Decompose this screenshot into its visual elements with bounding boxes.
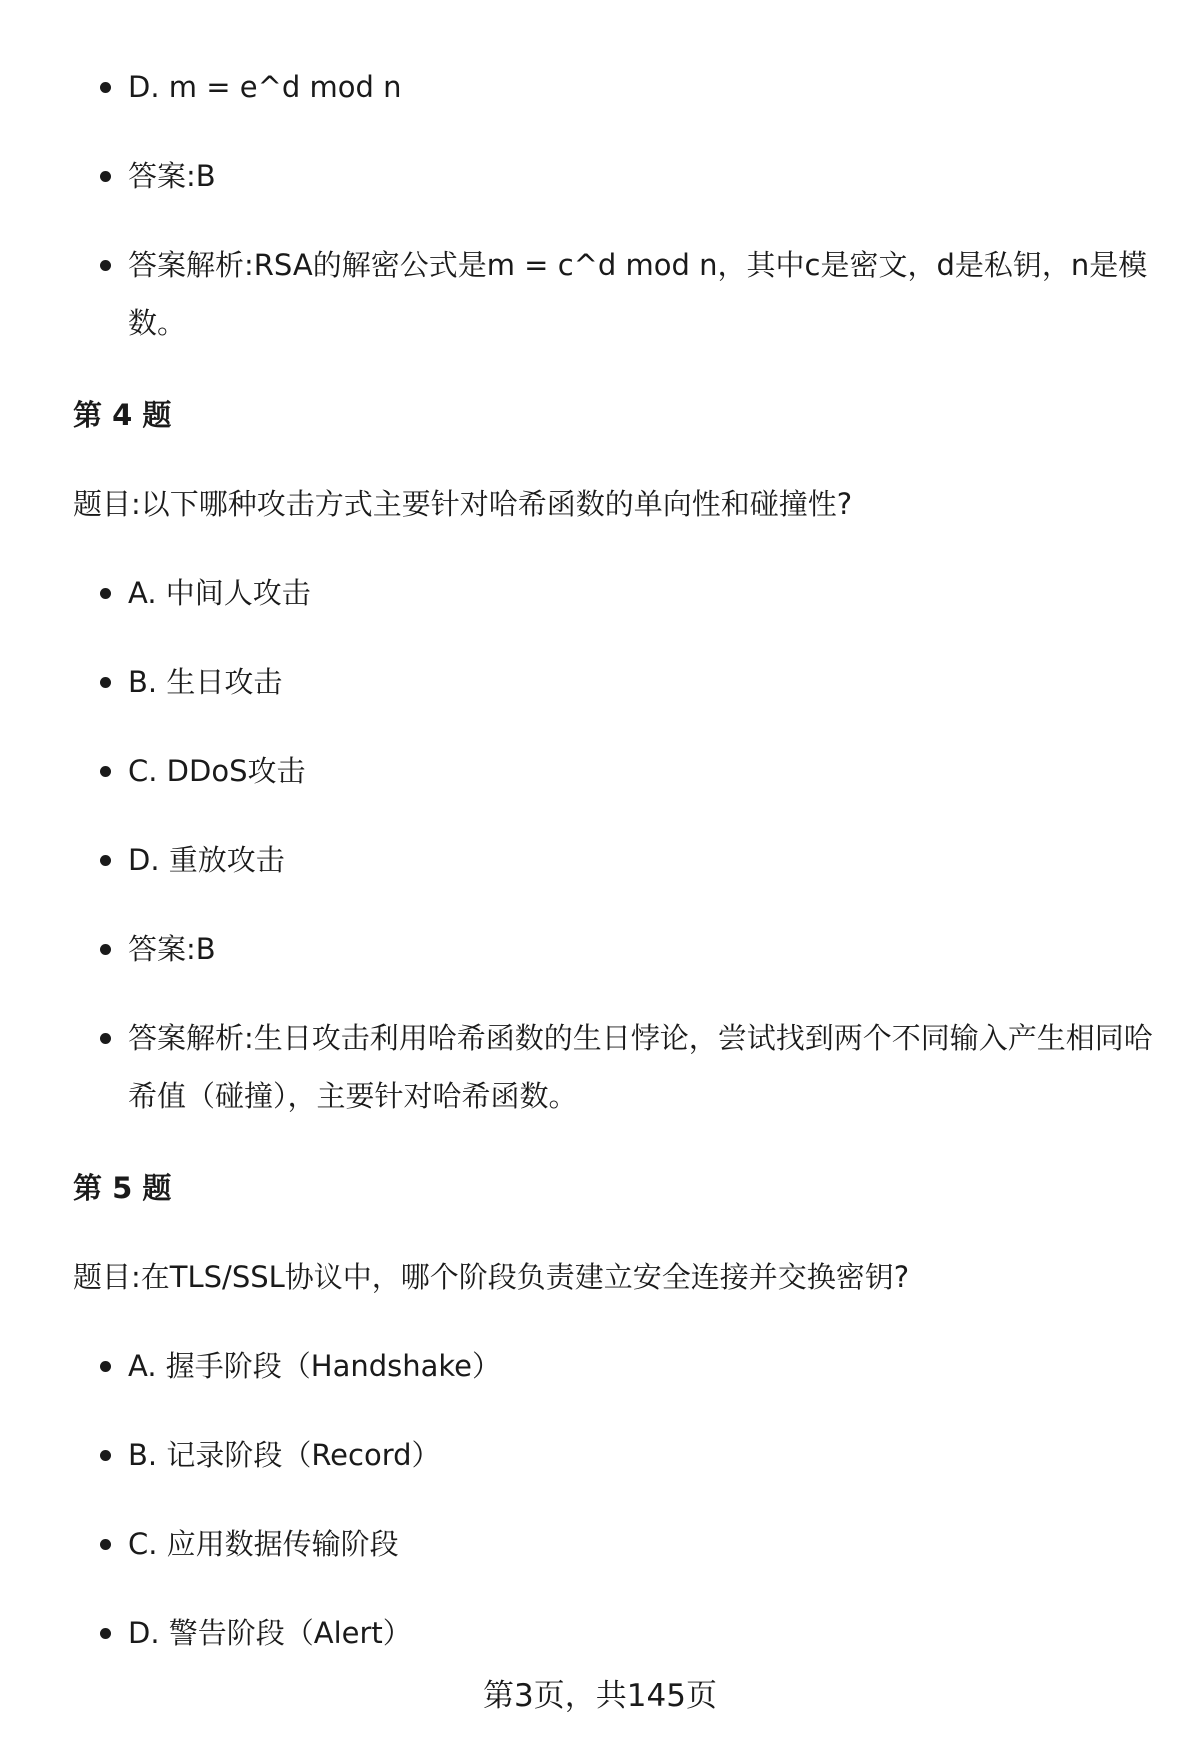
q5-heading: 第 5 题 bbox=[73, 1171, 172, 1205]
q5-option-d: D. 警告阶段（Alert） bbox=[128, 1604, 412, 1662]
q3-option-d: D. m = e^d mod n bbox=[128, 58, 402, 116]
q4-explanation: 答案解析:生日攻击利用哈希函数的生日悖论，尝试找到两个不同输入产生相同哈希值（碰撞），主要针对哈希函数。 bbox=[128, 1009, 1168, 1125]
q3-explanation: 答案解析:RSA的解密公式是m = c^d mod n，其中c是密文，d是私钥，n是模数。 bbox=[128, 236, 1168, 352]
q5-option-b: B. 记录阶段（Record） bbox=[128, 1426, 441, 1484]
q5-option-a: A. 握手阶段（Handshake） bbox=[128, 1337, 501, 1395]
q4-option-d: D. 重放攻击 bbox=[128, 831, 285, 889]
q4-option-c: C. DDoS攻击 bbox=[128, 742, 306, 800]
page-footer: 第3页，共145页 bbox=[483, 1678, 717, 1714]
q4-option-b: B. 生日攻击 bbox=[128, 653, 282, 711]
q4-answer: 答案:B bbox=[128, 920, 216, 978]
q3-answer: 答案:B bbox=[128, 147, 216, 205]
q5-option-c: C. 应用数据传输阶段 bbox=[128, 1515, 399, 1573]
q4-question: 题目:以下哪种攻击方式主要针对哈希函数的单向性和碰撞性? bbox=[73, 487, 853, 521]
q4-heading: 第 4 题 bbox=[73, 398, 172, 432]
q4-option-a: A. 中间人攻击 bbox=[128, 564, 311, 622]
q5-question: 题目:在TLS/SSL协议中，哪个阶段负责建立安全连接并交换密钥? bbox=[73, 1260, 910, 1294]
